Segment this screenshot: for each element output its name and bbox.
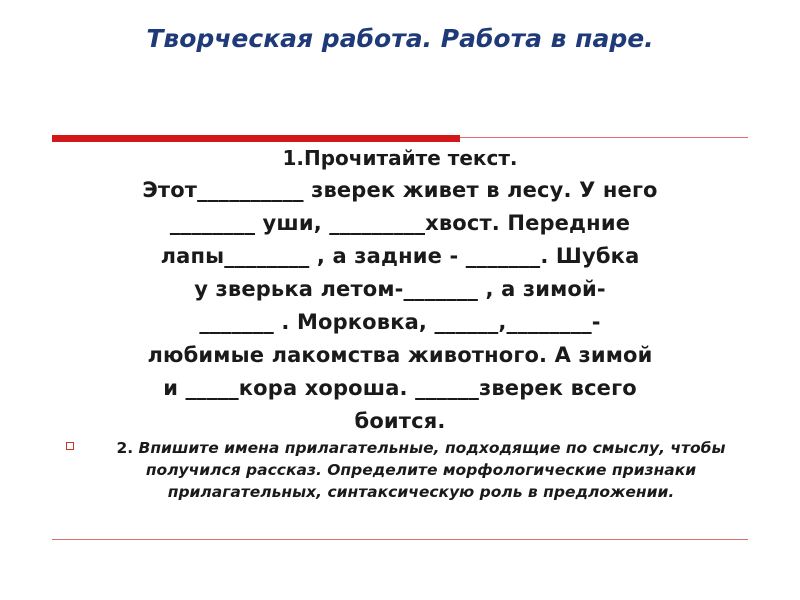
task-1-block bbox=[50, 143, 750, 438]
task-1-line: и _____кора хороша. ______зверек всего bbox=[163, 376, 637, 400]
task-1-line: ________ уши, _________хвост. Передние bbox=[169, 211, 631, 235]
task-1-line: Этот__________ зверек живет в лесу. У него bbox=[142, 178, 658, 202]
task-2-instruction: Впишите имена прилагательные, подходящие по смыслу, чтобы получился рассказ. Определите морфологические признаки прилагательных, синтаксическую роль в предложении. bbox=[133, 439, 726, 501]
task-1-line: _______ . Морковка, ______,________- bbox=[199, 310, 601, 334]
task-1-line: лапы________ , а задние - _______. Шубка bbox=[160, 244, 640, 268]
task-1-heading: 1.Прочитайте текст. bbox=[282, 146, 518, 170]
slide-title: Творческая работа. Работа в паре. bbox=[146, 24, 654, 53]
task-1-line: у зверька летом-_______ , а зимой- bbox=[194, 277, 606, 301]
square-bullet-icon bbox=[66, 442, 74, 450]
task-2-number: 2. bbox=[116, 439, 134, 457]
task-1-line: любимые лакомства животного. А зимой bbox=[147, 343, 653, 367]
task-2-text bbox=[96, 437, 746, 503]
task-2-item bbox=[66, 437, 746, 503]
divider-top-accent bbox=[52, 135, 460, 142]
divider-bottom-thin bbox=[52, 539, 748, 540]
task-1-line: боится. bbox=[354, 409, 446, 433]
